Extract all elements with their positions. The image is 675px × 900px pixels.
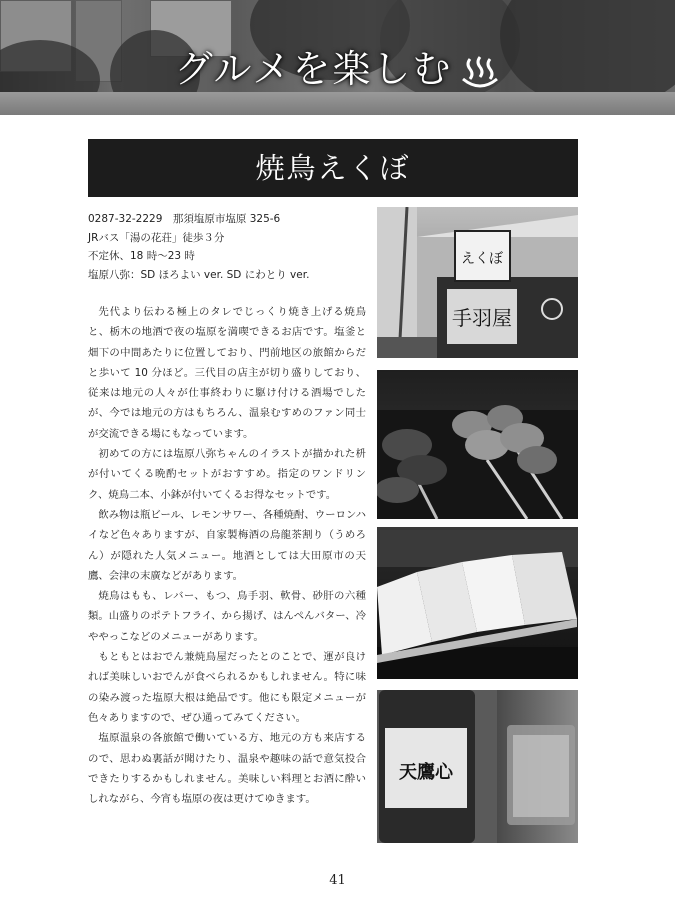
shop-info: [88, 210, 378, 284]
access-info: JRバス「湯の花荘」徒歩３分: [88, 231, 225, 244]
paragraph: 焼鳥はもも、レバー、もつ、鳥手羽、軟骨、砂肝の六種類。山盛りのポテトフライ、から揚げ、はんぺんバター、冷ややっこなどのメニューがあります。: [88, 590, 366, 643]
sake-photo: [377, 690, 578, 843]
shop-sign: えくぼ: [461, 251, 503, 267]
storefront-photo: [377, 207, 578, 358]
sake-label: 天鷹心: [399, 762, 453, 783]
article-body: [88, 302, 366, 809]
sake-info: 塩原八弥：SD ほろよい ver. SD にわとり ver.: [88, 268, 310, 281]
paragraph: もともとはおでん兼焼鳥屋だったとのことで、運が良ければ美味しいおでんが食べられるかもしれません。特に味の染み渡った塩原大根は絶品です。他にも限定メニューが色々ありますので、ぜひ通ってみてください。: [88, 651, 366, 724]
shop-title: 焼鳥えくぼ: [88, 139, 578, 197]
yakitori-photo: [377, 370, 578, 519]
hours-info: 不定休、18 時～23 時: [88, 250, 195, 262]
paragraph: 先代より伝わる極上のタレでじっくり焼き上げる焼鳥と、栃木の地酒で夜の塩原を満喫できるお店です。塩釜と畑下の中間あたりに位置しており、門前地区の旅館からだと歩いて 10 分ほど。三代目の店主が切り盛りしており、従来は地元の人々が仕事終わりに駆け付ける酒場でしたが、今では地元の方はもちろん、温泉むすめのファン同士が交流できる場にもなっています。: [88, 306, 366, 440]
daikon-photo: [377, 527, 578, 679]
paragraph: 初めての方には塩原八弥ちゃんのイラストが描かれた枡が付いてくる晩酌セットがおすすめ。指定のワンドリンク、焼鳥二本、小鉢が付いてくるお得なセットです。: [88, 448, 366, 501]
header-banner: [0, 0, 675, 115]
page-number: 41: [329, 873, 346, 888]
paragraph: 塩原温泉の各旅館で働いている方、地元の方も来店するので、思わぬ裏話が聞けたり、温泉や趣味の話で意気投合できたりするかもしれません。美味しい料理とお酒に酔いしれながら、今宵も塩原の夜は更けてゆきます。: [88, 732, 366, 806]
hot-spring-icon: [460, 55, 500, 89]
noren-text: 手羽屋: [452, 306, 512, 330]
section-title: グルメを楽しむ: [0, 38, 675, 93]
paragraph: 飲み物は瓶ビール、レモンサワー、各種焼酎、ウーロンハイなど色々ありますが、自家製梅酒の烏龍茶割り（うめろん）が隠れた人気メニュー。地酒としては大田原市の天鷹、会津の末廣などがあります。: [88, 508, 366, 582]
phone-address: 0287-32-2229 那須塩原市塩原 325-6: [88, 213, 281, 225]
